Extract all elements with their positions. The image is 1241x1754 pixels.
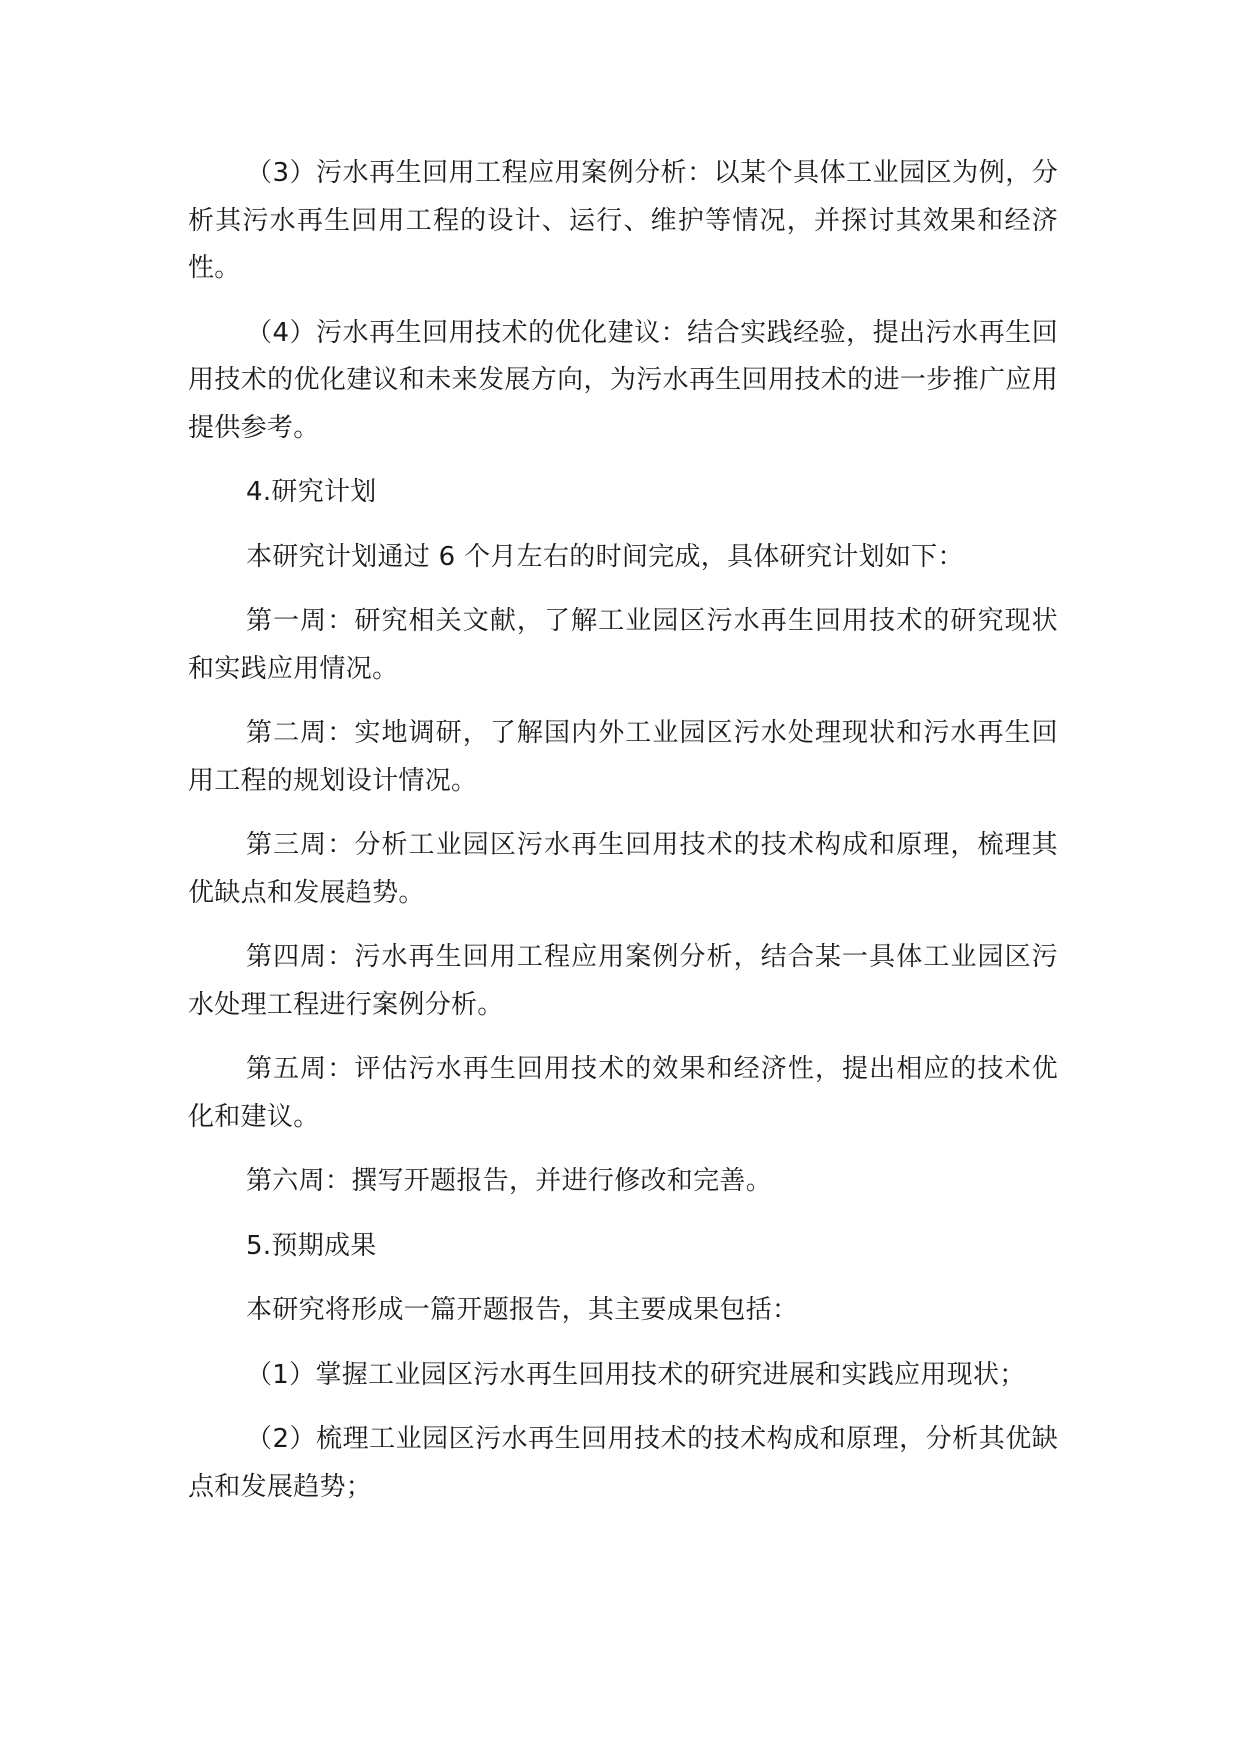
paragraph-week-4: 第四周：污水再生回用工程应用案例分析，结合某一具体工业园区污水处理工程进行案例分析。 <box>188 942 1058 1020</box>
document-page <box>188 150 1058 1528</box>
section-heading-expected-results: 5.预期成果 <box>246 1230 377 1261</box>
paragraph-week-3: 第三周：分析工业园区污水再生回用技术的技术构成和原理，梳理其优缺点和发展趋势。 <box>188 830 1058 908</box>
paragraph-week-5: 第五周：评估污水再生回用技术的效果和经济性，提出相应的技术优化和建议。 <box>188 1054 1058 1132</box>
paragraph-optimization-advice: （4）污水再生回用技术的优化建议：结合实践经验，提出污水再生回用技术的优化建议和未来发展方向，为污水再生回用技术的进一步推广应用提供参考。 <box>188 317 1058 443</box>
paragraph-week-1: 第一周：研究相关文献，了解工业园区污水再生回用技术的研究现状和实践应用情况。 <box>188 606 1058 684</box>
paragraph-plan-intro: 本研究计划通过 6 个月左右的时间完成，具体研究计划如下： <box>246 541 964 572</box>
paragraph-case-analysis: （3）污水再生回用工程应用案例分析：以某个具体工业园区为例，分析其污水再生回用工程的设计、运行、维护等情况，并探讨其效果和经济性。 <box>188 158 1058 283</box>
paragraph-week-6: 第六周：撰写开题报告，并进行修改和完善。 <box>246 1166 773 1196</box>
paragraph-result-1: （1）掌握工业园区污水再生回用技术的研究进展和实践应用现状； <box>246 1359 1026 1390</box>
section-heading-research-plan: 4.研究计划 <box>246 477 377 507</box>
paragraph-week-2: 第二周：实地调研，了解国内外工业园区污水处理现状和污水再生回用工程的规划设计情况。 <box>188 718 1058 796</box>
paragraph-results-intro: 本研究将形成一篇开题报告，其主要成果包括： <box>246 1295 799 1325</box>
paragraph-result-2: （2）梳理工业园区污水再生回用技术的技术构成和原理，分析其优缺点和发展趋势； <box>188 1424 1058 1502</box>
